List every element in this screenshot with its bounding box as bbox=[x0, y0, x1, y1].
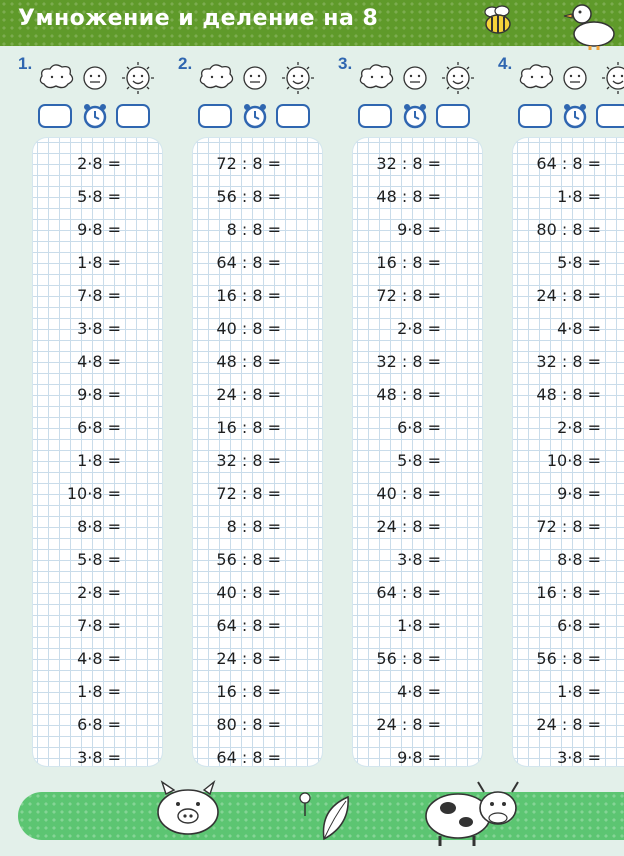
exercise-item[interactable]: 56 : 8 = bbox=[536, 649, 601, 668]
exercise-item[interactable]: 80 : 8 = bbox=[216, 715, 281, 734]
exercise-item[interactable]: 64 : 8 = bbox=[376, 583, 441, 602]
exercise-item[interactable]: 10·8 = bbox=[546, 451, 601, 470]
exercise-item[interactable]: 9·8 = bbox=[77, 220, 121, 239]
exercise-item[interactable]: 48 : 8 = bbox=[376, 385, 441, 404]
exercise-column-1 bbox=[18, 52, 168, 767]
exercise-item[interactable]: 24 : 8 = bbox=[376, 517, 441, 536]
start-time-box[interactable] bbox=[518, 104, 552, 128]
sun-icon bbox=[442, 62, 474, 94]
alarm-clock-icon bbox=[240, 101, 270, 131]
exercise-item[interactable]: 72 : 8 = bbox=[216, 484, 281, 503]
exercise-item[interactable]: 6·8 = bbox=[397, 418, 441, 437]
exercise-item[interactable]: 9·8 = bbox=[397, 748, 441, 767]
exercise-item[interactable]: 8·8 = bbox=[557, 550, 601, 569]
exercise-item[interactable]: 3·8 = bbox=[557, 748, 601, 767]
exercise-item[interactable]: 16 : 8 = bbox=[216, 286, 281, 305]
header-banner bbox=[0, 0, 624, 46]
cloud-icon bbox=[40, 65, 72, 88]
exercise-item[interactable]: 1·8 = bbox=[557, 187, 601, 206]
exercise-item[interactable]: 5·8 = bbox=[77, 550, 121, 569]
alarm-clock-icon bbox=[400, 101, 430, 131]
exercise-item[interactable]: 24 : 8 = bbox=[216, 385, 281, 404]
grid-paper bbox=[33, 138, 162, 766]
exercise-item[interactable]: 24 : 8 = bbox=[536, 286, 601, 305]
pig-icon bbox=[148, 780, 228, 840]
exercise-item[interactable]: 9·8 = bbox=[77, 385, 121, 404]
exercise-item[interactable]: 1·8 = bbox=[77, 253, 121, 272]
exercise-column-3 bbox=[338, 52, 488, 767]
exercise-item[interactable]: 5·8 = bbox=[557, 253, 601, 272]
exercise-item[interactable]: 5·8 = bbox=[77, 187, 121, 206]
exercise-item[interactable]: 8 : 8 = bbox=[226, 517, 281, 536]
mood-faces bbox=[38, 60, 168, 98]
neutral-face-icon bbox=[84, 67, 106, 89]
end-time-box[interactable] bbox=[596, 104, 624, 128]
grid-paper bbox=[193, 138, 322, 766]
exercise-item[interactable]: 4·8 = bbox=[77, 649, 121, 668]
end-time-box[interactable] bbox=[276, 104, 310, 128]
exercise-item[interactable]: 56 : 8 = bbox=[216, 187, 281, 206]
alarm-clock-icon bbox=[80, 101, 110, 131]
exercise-item[interactable]: 16 : 8 = bbox=[216, 418, 281, 437]
exercise-item[interactable]: 64 : 8 = bbox=[216, 616, 281, 635]
bee-icon bbox=[480, 2, 516, 38]
mood-faces bbox=[518, 60, 624, 98]
exercise-number: 1. bbox=[18, 54, 33, 73]
leaf-icon bbox=[318, 795, 352, 843]
exercise-item[interactable]: 56 : 8 = bbox=[216, 550, 281, 569]
exercise-item[interactable]: 16 : 8 = bbox=[376, 253, 441, 272]
exercise-item[interactable]: 9·8 = bbox=[397, 220, 441, 239]
sun-icon bbox=[602, 62, 624, 94]
mood-faces bbox=[358, 60, 488, 98]
exercise-item[interactable]: 48 : 8 = bbox=[216, 352, 281, 371]
exercise-item[interactable]: 32 : 8 = bbox=[376, 352, 441, 371]
exercise-item[interactable]: 7·8 = bbox=[77, 286, 121, 305]
exercise-item[interactable]: 3·8 = bbox=[77, 748, 121, 767]
start-time-box[interactable] bbox=[358, 104, 392, 128]
page-title: Умножение и деление на 8 bbox=[18, 6, 379, 31]
start-time-box[interactable] bbox=[198, 104, 232, 128]
exercise-item[interactable]: 80 : 8 = bbox=[536, 220, 601, 239]
exercise-item[interactable]: 72 : 8 = bbox=[536, 517, 601, 536]
exercise-item[interactable]: 40 : 8 = bbox=[216, 583, 281, 602]
exercise-item[interactable]: 24 : 8 = bbox=[536, 715, 601, 734]
exercise-item[interactable]: 40 : 8 = bbox=[376, 484, 441, 503]
exercise-item[interactable]: 6·8 = bbox=[77, 418, 121, 437]
exercise-item[interactable]: 1·8 = bbox=[557, 682, 601, 701]
exercise-column-2 bbox=[178, 52, 328, 767]
exercise-item[interactable]: 6·8 = bbox=[77, 715, 121, 734]
exercise-item[interactable]: 4·8 = bbox=[557, 319, 601, 338]
grid-paper bbox=[353, 138, 482, 766]
alarm-clock-icon bbox=[560, 101, 590, 131]
exercise-column-4 bbox=[498, 52, 624, 767]
exercise-item[interactable]: 1·8 = bbox=[77, 682, 121, 701]
cloud-icon bbox=[360, 65, 392, 88]
exercise-item[interactable]: 64 : 8 = bbox=[536, 154, 601, 173]
sun-icon bbox=[282, 62, 314, 94]
cow-icon bbox=[420, 778, 530, 848]
exercise-item[interactable]: 16 : 8 = bbox=[536, 583, 601, 602]
cloud-icon bbox=[520, 65, 552, 88]
end-time-box[interactable] bbox=[436, 104, 470, 128]
exercise-item[interactable]: 3·8 = bbox=[397, 550, 441, 569]
end-time-box[interactable] bbox=[116, 104, 150, 128]
cloud-icon bbox=[200, 65, 232, 88]
exercise-item[interactable]: 2·8 = bbox=[397, 319, 441, 338]
exercise-item[interactable]: 64 : 8 = bbox=[216, 253, 281, 272]
neutral-face-icon bbox=[564, 67, 586, 89]
exercise-item[interactable]: 5·8 = bbox=[397, 451, 441, 470]
exercise-item[interactable]: 1·8 = bbox=[397, 616, 441, 635]
sun-icon bbox=[122, 62, 154, 94]
exercise-number: 3. bbox=[338, 54, 353, 73]
exercise-item[interactable]: 16 : 8 = bbox=[216, 682, 281, 701]
exercise-item[interactable]: 40 : 8 = bbox=[216, 319, 281, 338]
exercise-item[interactable]: 32 : 8 = bbox=[376, 154, 441, 173]
exercise-item[interactable]: 3·8 = bbox=[77, 319, 121, 338]
exercise-item[interactable]: 2·8 = bbox=[557, 418, 601, 437]
grid-paper bbox=[513, 138, 624, 766]
exercise-item[interactable]: 48 : 8 = bbox=[536, 385, 601, 404]
exercise-item[interactable]: 2·8 = bbox=[77, 154, 121, 173]
exercise-item[interactable]: 56 : 8 = bbox=[376, 649, 441, 668]
exercise-item[interactable]: 4·8 = bbox=[77, 352, 121, 371]
exercise-item[interactable]: 32 : 8 = bbox=[536, 352, 601, 371]
flower-icon bbox=[296, 792, 314, 816]
exercise-item[interactable]: 9·8 = bbox=[557, 484, 601, 503]
mood-faces bbox=[198, 60, 328, 98]
start-time-box[interactable] bbox=[38, 104, 72, 128]
exercise-item[interactable]: 72 : 8 = bbox=[216, 154, 281, 173]
exercise-number: 4. bbox=[498, 54, 513, 73]
exercise-item[interactable]: 4·8 = bbox=[397, 682, 441, 701]
exercise-item[interactable]: 10·8 = bbox=[66, 484, 121, 503]
exercise-item[interactable]: 2·8 = bbox=[77, 583, 121, 602]
exercise-item[interactable]: 48 : 8 = bbox=[376, 187, 441, 206]
exercise-item[interactable]: 7·8 = bbox=[77, 616, 121, 635]
exercise-item[interactable]: 8·8 = bbox=[77, 517, 121, 536]
neutral-face-icon bbox=[404, 67, 426, 89]
exercise-item[interactable]: 24 : 8 = bbox=[376, 715, 441, 734]
exercise-number: 2. bbox=[178, 54, 193, 73]
exercise-item[interactable]: 1·8 = bbox=[77, 451, 121, 470]
exercise-item[interactable]: 32 : 8 = bbox=[216, 451, 281, 470]
duck-icon bbox=[560, 0, 620, 50]
neutral-face-icon bbox=[244, 67, 266, 89]
exercise-item[interactable]: 24 : 8 = bbox=[216, 649, 281, 668]
exercise-item[interactable]: 8 : 8 = bbox=[226, 220, 281, 239]
exercise-item[interactable]: 72 : 8 = bbox=[376, 286, 441, 305]
exercise-item[interactable]: 6·8 = bbox=[557, 616, 601, 635]
exercise-item[interactable]: 64 : 8 = bbox=[216, 748, 281, 767]
